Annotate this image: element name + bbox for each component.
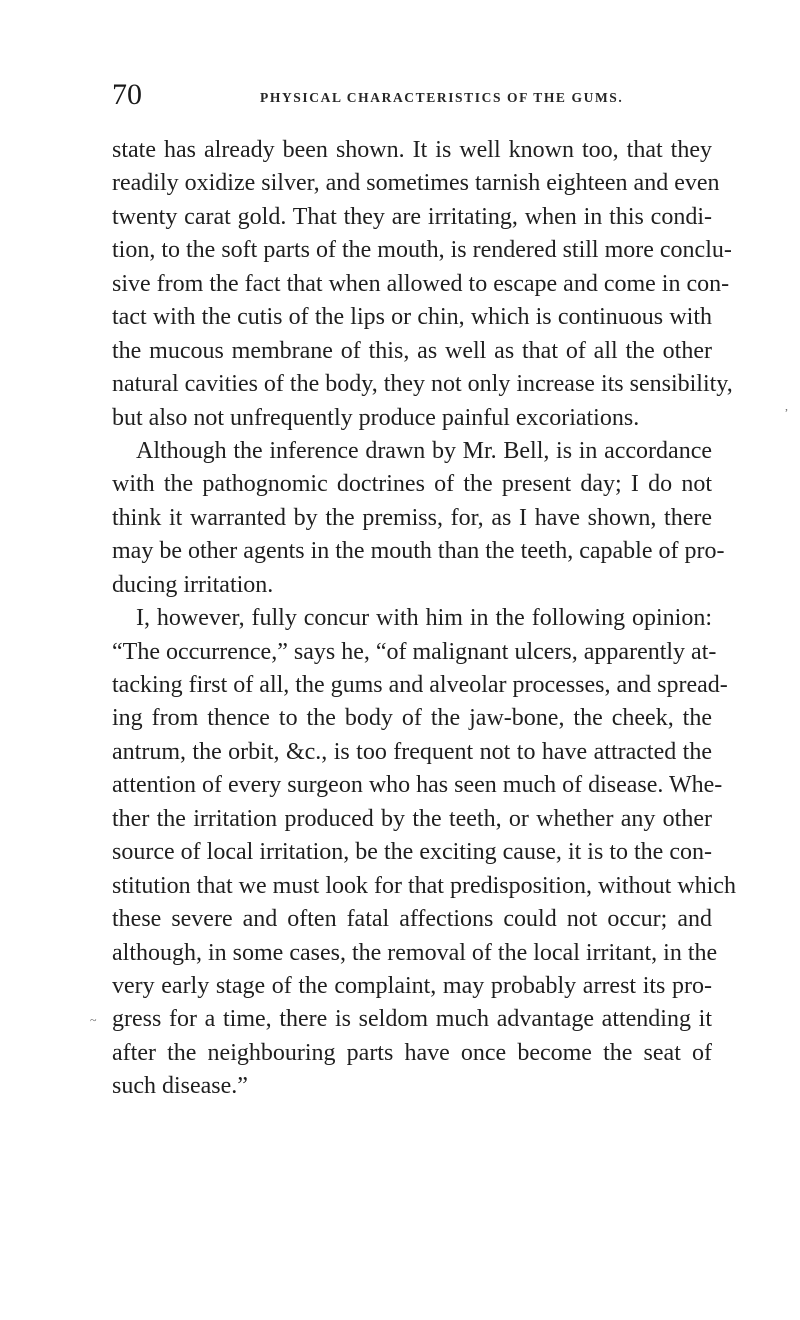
page-number: 70 [112, 78, 142, 111]
text-line: ing from thence to the body of the jaw-bone, the cheek, the [112, 705, 712, 732]
text-line: stitution that we must look for that predisposition, without which [112, 872, 736, 899]
text-line: may be other agents in the mouth than the teeth, capable of pro- [112, 538, 725, 565]
text-line: think it warranted by the premiss, for, as I have shown, there [112, 504, 712, 531]
text-line: tacking first of all, the gums and alveolar processes, and spread- [112, 672, 728, 698]
running-title: PHYSICAL CHARACTERISTICS OF THE GUMS. [260, 90, 624, 105]
text-line: readily oxidize silver, and sometimes tarnish eighteen and even [112, 170, 720, 197]
text-line: attention of every surgeon who has seen much of disease. Whe- [112, 772, 723, 799]
text-line: these severe and often fatal affections could not occur; and [112, 906, 712, 933]
text-line: very early stage of the complaint, may probably arrest its pro- [112, 972, 712, 999]
text-line: ther the irritation produced by the teeth, or whether any other [112, 805, 712, 832]
text-line: twenty carat gold. That they are irritating, when in this condi- [112, 203, 712, 230]
text-line: “The occurrence,” says he, “of malignant ulcers, apparently at- [112, 638, 717, 665]
text-line: I, however, fully concur with him in the following opinion: [136, 605, 712, 632]
text-line: although, in some cases, the removal of the local irritant, in the [112, 939, 718, 966]
text-line: source of local irritation, be the exciting cause, it is to the con- [112, 839, 712, 866]
body-text [112, 134, 736, 1104]
text-line: antrum, the orbit, &c., is too frequent not to have attracted the [112, 738, 712, 765]
text-line: ducing irritation. [112, 571, 274, 598]
text-line: such disease.” [112, 1073, 248, 1100]
text-line: tion, to the soft parts of the mouth, is rendered still more conclu- [112, 237, 732, 264]
margin-mark-left: ~ [90, 1013, 97, 1027]
text-line: state has already been shown. It is well known too, that they [112, 137, 712, 163]
text-line: Although the inference drawn by Mr. Bell, is in accordance [136, 437, 712, 464]
text-line: but also not unfrequently produce painful excoriations. [112, 404, 640, 431]
text-line: natural cavities of the body, they not only increase its sensibility, [112, 371, 733, 398]
text-line: with the pathognomic doctrines of the present day; I do not [112, 471, 712, 498]
text-line: after the neighbouring parts have once become the seat of [112, 1039, 712, 1066]
text-line: gress for a time, there is seldom much advantage attending it [112, 1006, 712, 1033]
margin-mark-right: , [785, 399, 788, 413]
text-line: the mucous membrane of this, as well as that of all the other [112, 337, 712, 364]
text-line: sive from the fact that when allowed to escape and come in con- [112, 270, 730, 297]
running-head [112, 80, 712, 110]
text-line: tact with the cutis of the lips or chin, which is continuous with [112, 304, 712, 331]
